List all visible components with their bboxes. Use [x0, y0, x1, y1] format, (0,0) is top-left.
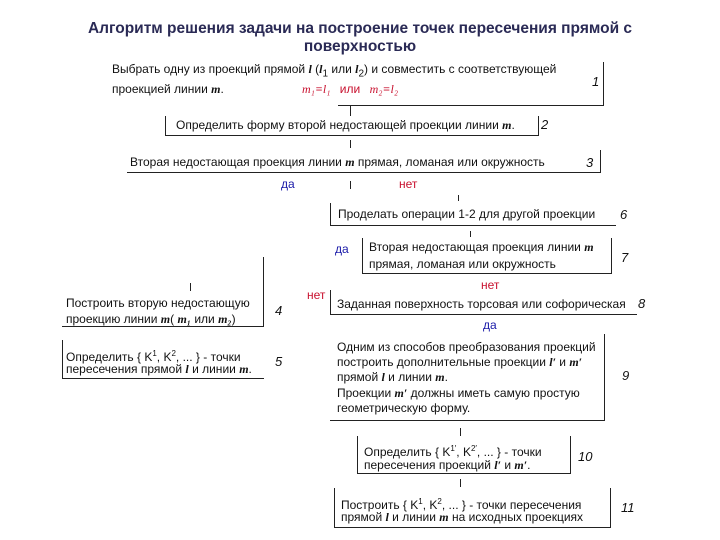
step-6-border-left	[330, 203, 331, 225]
step-1-text: Выбрать одну из проекций прямой l ($l_1$ или $l_2$) и совместить с соответствующей	[112, 62, 557, 80]
step-9-text-line2: построить дополнительные проекции l′ и m′	[337, 355, 583, 369]
step-9-border-bottom	[330, 420, 605, 421]
step-6-text: Проделать операции 1-2 для другой проекции	[338, 207, 596, 221]
step-2-number: 2	[541, 117, 549, 132]
formula-m2-l2: m₂≡l₂	[369, 82, 399, 96]
step-7-text: Вторая недостающая проекция линии m	[369, 240, 594, 254]
connector-1-2	[350, 106, 351, 116]
step-9-number: 9	[622, 368, 630, 383]
diagram-title	[0, 20, 720, 56]
step-1-text-line2: проекцией линии m.	[112, 82, 224, 96]
title-line-1: Алгоритм решения задачи на построение точек пересечения прямой с	[87, 20, 633, 37]
step-4-text: Построить вторую недостающую	[66, 296, 250, 310]
step-3-number: 3	[586, 155, 594, 170]
step-5-border-bottom	[62, 378, 264, 379]
step-3-border-bottom	[127, 172, 601, 173]
step-11-border-bottom	[334, 527, 611, 528]
connector-9-10	[460, 428, 461, 436]
connector-yes-4	[190, 283, 191, 291]
step-4-number: 4	[275, 303, 283, 318]
step-3-yes-label: да	[281, 177, 295, 191]
connector-2-3	[350, 140, 351, 148]
formula-or: или	[339, 82, 361, 96]
step-8-no-left-label: нет	[307, 288, 326, 302]
step-2-border-bottom	[165, 135, 539, 136]
connector-3-split	[350, 181, 351, 189]
step-7-border-left	[362, 238, 363, 274]
step-9-text-line3: прямой l и линии m.	[337, 370, 448, 384]
step-4-border-bottom	[62, 326, 264, 327]
step-8-border-bottom	[330, 314, 637, 315]
step-5-text: Определить { $K^1$, $K^2$, ... } - точки	[66, 349, 241, 364]
step-6-number: 6	[620, 207, 628, 222]
step-1-formulas	[302, 82, 398, 97]
step-5-text-line2: пересечения прямой l и линии m.	[66, 362, 252, 376]
step-2-text: Определить форму второй недостающей проекции линии m.	[176, 118, 515, 132]
step-9-text-line1: Одним из способов преобразования проекций	[337, 340, 596, 354]
step-10-text-line2: пересечения проекций l′ и m′.	[364, 458, 531, 472]
step-1-number: 1	[592, 74, 600, 89]
step-9-border-right	[604, 334, 605, 420]
step-10-border-bottom	[357, 473, 571, 474]
step-10-number: 10	[578, 449, 593, 464]
step-3-text: Вторая недостающая проекция линии m прямая, ломаная или окружность	[130, 155, 545, 169]
step-9-text-line4: Проекции m′ должны иметь самую простую	[337, 386, 580, 400]
step-5-border-left	[62, 340, 63, 378]
step-10-text: Определить { $K^{1'}$, $K^{2'}$, ... } - точки	[364, 444, 542, 459]
step-1-border-right	[603, 62, 604, 106]
step-11-number: 11	[621, 500, 635, 515]
step-10-border-left	[357, 436, 358, 474]
step-11-border-left	[334, 488, 335, 528]
step-8-border-left	[330, 290, 331, 314]
step-7-yes-label: да	[335, 242, 349, 256]
step-5-number: 5	[275, 354, 283, 369]
step-11-border-right	[610, 488, 611, 528]
step-8-no-top-label: нет	[481, 278, 500, 292]
title-line-2: поверхностью	[303, 38, 417, 55]
step-10-border-right	[570, 436, 571, 474]
connector-10-11	[460, 479, 461, 487]
step-11-text-line2: прямой l и линии m на исходных проекциях	[341, 510, 584, 524]
step-9-text-line5: геометрическую форму.	[337, 401, 471, 415]
step-8-number: 8	[638, 296, 646, 311]
step-4-border-right	[263, 257, 264, 327]
step-3-border-right	[600, 150, 601, 172]
step-7-border-bottom	[362, 273, 612, 274]
step-7-text-line2: прямая, ломаная или окружность	[369, 257, 556, 271]
step-4-text-line2: проекцию линии m( m₁ или m₂)	[66, 312, 236, 326]
step-8-yes-label: да	[483, 318, 497, 332]
step-7-border-right	[611, 238, 612, 274]
step-2-border-right	[538, 116, 539, 136]
step-7-number: 7	[621, 250, 629, 265]
formula-m1-l1: m₁≡l₁	[302, 82, 331, 96]
connector-3-no	[458, 195, 459, 201]
step-11-text: Построить { $K^1$, $K^2$, ... } - точки пересечения	[341, 497, 582, 512]
step-1-border-bottom	[338, 105, 604, 106]
step-2-border-left	[165, 116, 166, 136]
step-3-no-label: нет	[399, 177, 418, 191]
connector-6-7	[470, 231, 471, 237]
step-8-text: Заданная поверхность торсовая или софорическая	[337, 297, 626, 311]
step-6-border-bottom	[330, 225, 616, 226]
